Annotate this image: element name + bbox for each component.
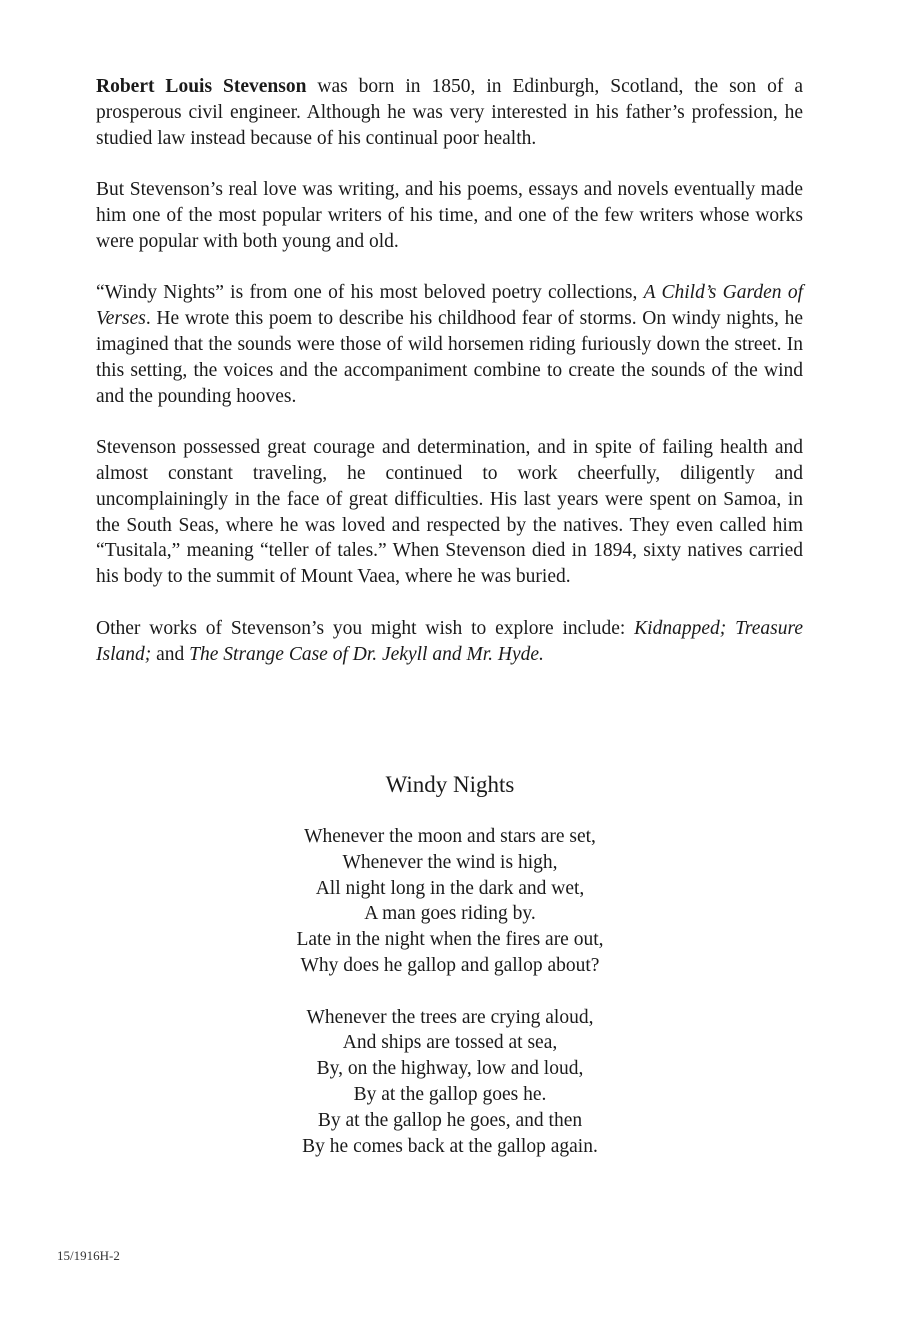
page-footer-code: 15/1916H-2 — [57, 1248, 120, 1263]
poem-stanza-2 — [0, 1005, 900, 1160]
bio-paragraph-5 — [96, 616, 803, 668]
poem-line: By he comes back at the gallop again. — [302, 1135, 598, 1157]
bio-paragraph-5-and: and — [151, 643, 190, 665]
poem-title: Windy Nights — [385, 772, 515, 797]
poem-line: Whenever the moon and stars are set, — [304, 826, 596, 847]
poem-line: All night long in the dark and wet, — [315, 877, 585, 899]
bio-paragraph-2: But Stevenson’s real love was writing, and his poems, essays and novels eventually made him one of the most popular writers of his time, and one of the few writers whose works were popular with both young and old. — [96, 179, 803, 252]
book-title: A Child’s Garden of Verses — [96, 282, 803, 330]
poem-line: By, on the highway, low and loud, — [316, 1058, 584, 1080]
bio-paragraph-3-intro: “Windy Nights” is from one of his most beloved poetry collections, — [96, 282, 644, 304]
poem-line: Why does he gallop and gallop about? — [300, 954, 600, 976]
bio-paragraph-1 — [96, 74, 803, 151]
author-name: Robert Louis Stevenson — [96, 76, 307, 97]
other-works-1: Kidnapped; Treasure Island; — [96, 617, 803, 665]
poem-line: And ships are tossed at sea, — [342, 1032, 558, 1054]
bio-paragraph-4: Stevenson possessed great courage and determination, and in spite of failing health and almost constant traveling, he continued to work cheerfully, diligently and uncomplainingly in the face of great difficulties. His last years were spent on Samoa, in the South Seas, where he was loved and respected by the natives. They even called him “Tusitala,” meaning “teller of tales.” When Stevenson died in 1894, sixty natives carried his body to the summit of Mount Vaea, where he was buried. — [96, 437, 803, 588]
poem-line: By at the gallop goes he. — [353, 1083, 547, 1105]
poem-line: A man goes riding by. — [364, 903, 536, 925]
poem-line: Whenever the trees are crying aloud, — [306, 1006, 594, 1028]
biography-section — [96, 74, 803, 693]
bio-paragraph-3 — [96, 280, 803, 409]
bio-paragraph-5-intro: Other works of Stevenson’s you might wish to explore include: — [96, 617, 635, 639]
poem-stanza-1 — [0, 824, 900, 979]
poem — [0, 824, 900, 1185]
poem-line: By at the gallop he goes, and then — [317, 1109, 583, 1131]
poem-line: Late in the night when the fires are out, — [296, 929, 604, 951]
other-works-2: The Strange Case of Dr. Jekyll and Mr. Hyde. — [189, 643, 544, 665]
bio-paragraph-1-text: was born in 1850, in Edinburgh, Scotland, the son of a prosperous civil engineer. Although he was very interested in his father’s profession, he studied law instead because of his continual poor health. — [96, 76, 803, 149]
bio-paragraph-3-text: . He wrote this poem to describe his childhood fear of storms. On windy nights, he imagined that the sounds were those of wild horsemen riding furiously down the street. In this setting, the voices and the accompaniment combine to create the sounds of the wind and the pounding hooves. — [96, 308, 803, 407]
poem-line: Whenever the wind is high, — [342, 851, 558, 873]
